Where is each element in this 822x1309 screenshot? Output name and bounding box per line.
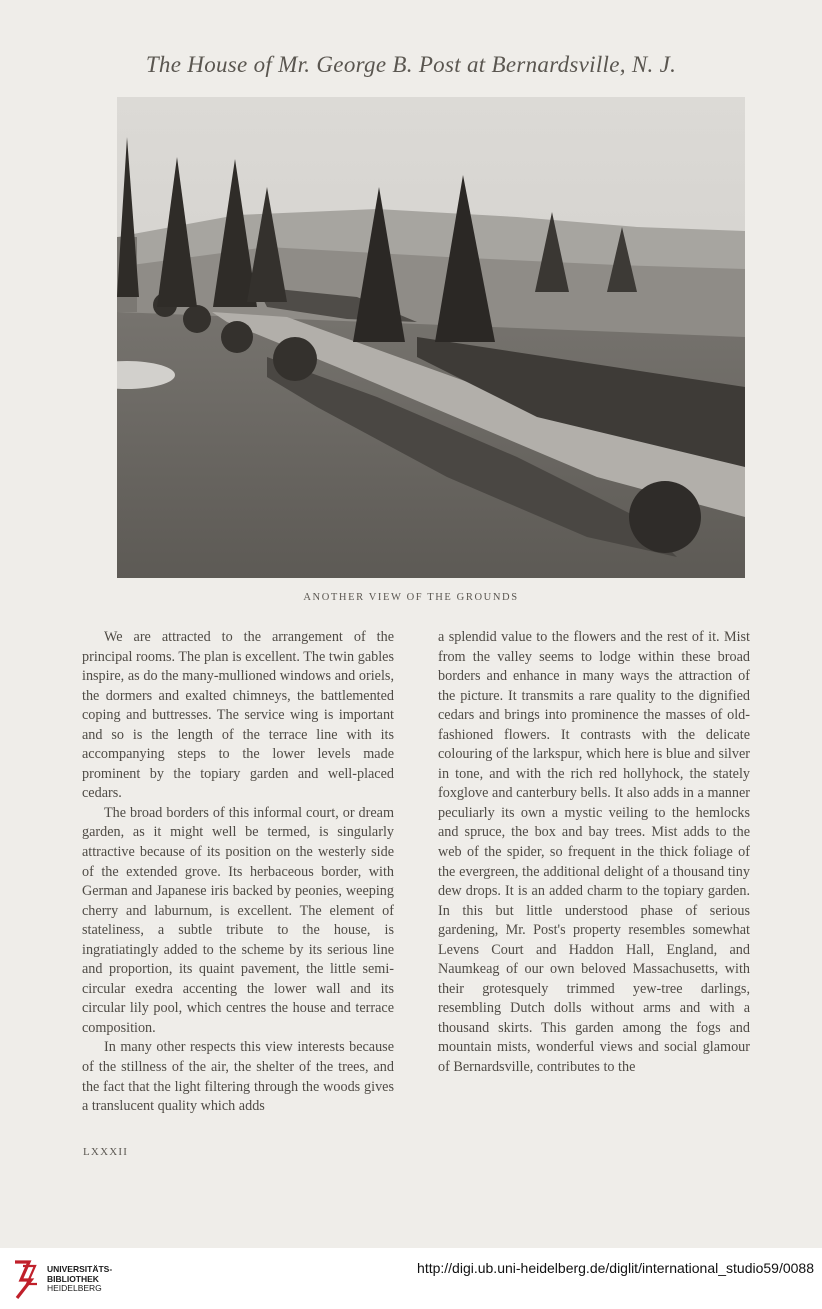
library-name [47,1265,112,1294]
digitization-footer [0,1248,822,1309]
paragraph: In many other respects this view interests because of the stillness of the air, the shelter of the trees, and the fact that the light filtering through the woods gives a translucent quality which adds [82,1039,394,1115]
page-number: LXXXII [83,1146,129,1158]
running-title: The House of Mr. George B. Post at Bernardsville, N. J. [145,52,677,77]
library-logo-icon [9,1258,41,1300]
text-column-right [438,628,750,1078]
library-line-3: HEIDELBERG [47,1283,102,1293]
text-column-left [82,628,394,1117]
library-line-2: BIBLIOTHEK [47,1273,99,1284]
paragraph: a splendid value to the flowers and the rest of it. Mist from the valley seems to lodge within these broad borders and enhance in many ways the attraction of the picture. It transmits a rare quality to the dignified cedars and brings into prominence the masses of old-fashioned flowers. It contrasts with the delicate colouring of the larkspur, which here is blue and silver in tone, and with the rich red hollyhock, the stately foxglove and canterbury bells. It also adds in a manner peculiarly its own a mystic veiling to the hemlocks and spruce, the box and bay trees. Mist adds to the web of the spider, so frequent in the thick foliage of the evergreen, the additional delight of a thousand tiny dew drops. It is an added charm to the topiary garden. In this but little understood phase of serious gardening, Mr. Post's property resembles somewhat Levens Court and Haddon Hall, England, and Naumkeag of our own beloved Massachusetts, with their grotesquely trimmed yew-tree darlings, resembling Dutch dolls without arms and with a thousand skirts. This garden among the fogs and mountain mists, wonderful views and social glamour of Bernardsville, contributes to the [438,629,750,1076]
garden-photograph [117,97,745,578]
source-url[interactable]: http://digi.ub.uni-heidelberg.de/diglit/international_studio59/0088 [417,1260,814,1276]
paragraph: The broad borders of this informal court, or dream garden, as it might well be termed, is singularly attractive because of its position on the westerly side of the extended grove. Its herbaceous border, with German and Japanese iris backed by peonies, weeping cherry and laburnum, is excellent. The element of stateliness, a subtle tribute to the house, is ingratiatingly added to the scheme by its serious line and proportion, its quaint pavement, the little semi-circular exedra accenting the lower wall and its circular lily pool, which centres the house and terrace composition. [82,804,394,1036]
paragraph: We are attracted to the arrangement of the principal rooms. The plan is excellent. The twin gables inspire, as do the many-mullioned windows and oriels, the dormers and exalted chimneys, the battlemented coping and buttresses. The service wing is important and so is the length of the terrace line with its accompanying steps to the lower levels made prominent by the topiary garden and well-placed cedars. [82,629,394,802]
photo-caption: ANOTHER VIEW OF THE GROUNDS [303,592,519,603]
library-line-1: UNIVERSITÄTS- [47,1264,113,1274]
